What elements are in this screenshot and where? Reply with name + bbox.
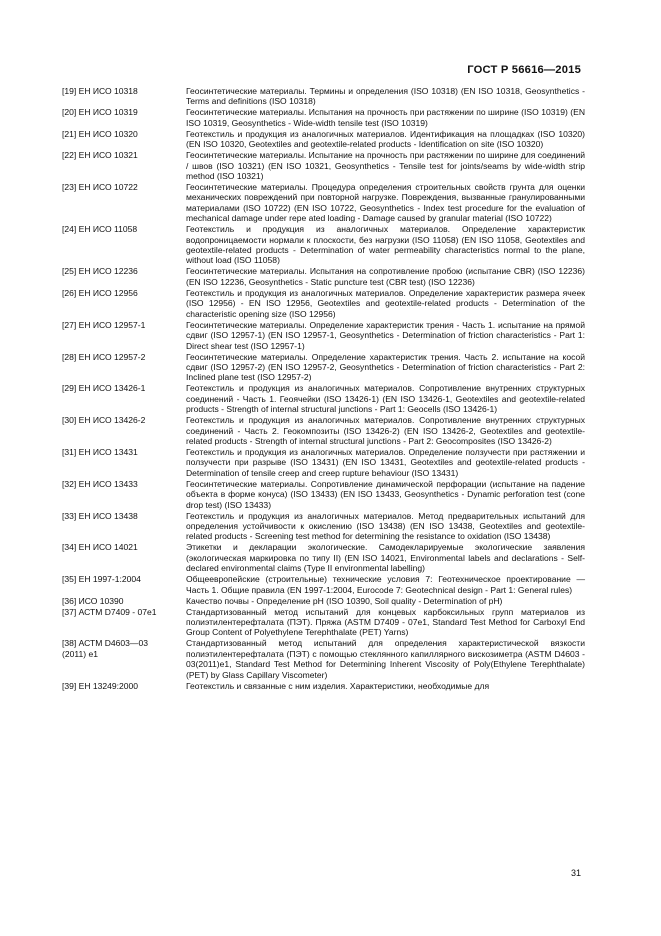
reference-id: [28] ЕН ИСО 12957-2 xyxy=(62,351,146,362)
reference-id: [35] EH 1997-1:2004 xyxy=(62,574,141,585)
document-header: ГОСТ Р 56616—2015 xyxy=(467,64,581,76)
reference-id: [20] ЕН ИСО 10319 xyxy=(62,107,138,118)
reference-description: Геотекстиль и продукция из аналогичных материалов. Сопротивление внутренних структурных соединений - Часть 1. Геоячейки (ISO 13426-1) (EN ISO 13426-1, Geotextiles and geotextile-related products - Strength of internal structural junctions - Part 1: Geocells (ISO 13426-1) xyxy=(186,383,585,415)
reference-entry xyxy=(62,574,585,595)
reference-id: [38] АСТМ D4603—03 (2011) e1 xyxy=(62,638,148,659)
reference-entry xyxy=(62,266,585,287)
reference-description: Геосинтетические материалы. Определение характеристик трения - Часть 1. испытание на прямой сдвиг (ISO 12957-1) (EN ISO 12957-1, Geosynthetics - Determination of friction characteristics - Part 1: Direct shear test (ISO 12957-1) xyxy=(186,319,585,351)
reference-description: Геотекстиль и продукция из аналогичных материалов. Определение характеристик размера ячеек (ISO 12956) - EN ISO 12956, Geotextiles and geotextile-related products - Determination of the characteristic opening size (ISO 12956) xyxy=(186,287,585,319)
reference-id: [19] ЕН ИСО 10318 xyxy=(62,86,138,96)
reference-entry xyxy=(62,107,585,128)
reference-entry xyxy=(62,352,585,383)
reference-id: [27] ЕН ИСО 12957-1 xyxy=(62,319,146,330)
reference-entry xyxy=(62,596,585,606)
reference-id: [37] АСТМ D7409 - 07e1 xyxy=(62,606,157,617)
reference-description: Общеевропейские (строительные) технические условия 7: Геотехническое проектирование — Часть 1. Общие правила (EN 1997-1:2004, Eurocode 7: Geotechnical design - Part 1: General rules) xyxy=(186,574,585,595)
reference-description: Геосинтетические материалы. Определение характеристик трения. Часть 2. испытание на косой сдвиг (ISO 12957-2) (EN ISO 12957-2, Geosynthetics - Determination of friction characteristics - Part 2: Inclined plane test (ISO 12957-2) xyxy=(186,351,585,383)
reference-entry xyxy=(62,383,585,414)
reference-description: Стандартизованный метод испытаний для определения характеристической вязкости полиэтилентерефталата (ПЭТ) с помощью стеклянного капиллярного вискозиметра (ASTM D4603 - 03(2011)e1, Standard Test Method for Determining Inherent Viscosity of Poly(Ethylene Terephthalate) (PET) by Glass Capillary Viscometer) xyxy=(186,638,585,680)
reference-description: Геосинтетические материалы. Сопротивление динамической перфорации (испытание на падение объекта в форме конуса) (ISO 13433) (EN ISO 13433, Geosynthetics - Dynamic perforation test (cone drop test) (ISO 13433) xyxy=(186,478,585,510)
page-number: 31 xyxy=(570,868,581,878)
reference-entry xyxy=(62,320,585,351)
reference-entry xyxy=(62,415,585,446)
reference-entry xyxy=(62,288,585,319)
reference-id: [22] ЕН ИСО 10321 xyxy=(62,150,138,161)
reference-description: Геотекстиль и продукция из аналогичных материалов. Метод предварительных испытаний для определения устойчивости к окислению (ISO 13438) (EN ISO 13438, Geotextiles and geotextile-related products - Screening test method for determining the resistance to oxidation (ISO 13438) xyxy=(186,510,585,542)
reference-entry xyxy=(62,224,585,266)
reference-description: Геотекстиль и связанные с ним изделия. Характеристики, необходимые для xyxy=(186,680,490,691)
reference-id: [25] ЕН ИСО 12236 xyxy=(62,266,138,277)
reference-entry xyxy=(62,638,585,680)
reference-id: [23] ЕН ИСО 10722 xyxy=(62,182,138,193)
reference-description: Геотекстиль и продукция из аналогичных материалов. Определение характеристик водопроницаемости нормали к плоскости, без нагрузки (ISO 11058) (EN ISO 11058, Geotextiles and geotextile-related products - Determination of water permeability characteristics normal to the plane, without load (ISO 11058) xyxy=(186,224,585,266)
reference-description: Геотекстиль и продукция из аналогичных материалов. Идентификация на площадках (ISO 10320) (EN ISO 10320, Geotextiles and geotextile-related products - Identification on site (ISO 10320) xyxy=(186,128,585,150)
reference-id: [24] ЕН ИСО 11058 xyxy=(62,224,138,235)
reference-id: [34] ЕН ИСО 14021 xyxy=(62,542,138,553)
reference-id: [36] ИСО 10390 xyxy=(62,595,124,606)
reference-entry xyxy=(62,542,585,573)
reference-id: [31] ЕН ИСО 13431 xyxy=(62,446,138,457)
reference-description: Геосинтетические материалы. Испытания на прочность при растяжении по ширине (ISO 10319) (EN ISO 10319, Geosynthetics - Wide-width tensile test (ISO 10319) xyxy=(186,107,585,128)
reference-entry xyxy=(62,511,585,542)
reference-description: Геотекстиль и продукция из аналогичных материалов. Сопротивление внутренних структурных соединений - Часть 2. Геокомпозиты (ISO 13426-2) (EN ISO 13426-2, Geotextiles and geotextile-related products - Strength of internal structural junctions - Part 2: Geocomposites (ISO 13426-2) xyxy=(186,415,585,446)
reference-id: [32] ЕН ИСО 13433 xyxy=(62,478,138,489)
reference-description: Этикетки и декларации экологические. Самодекларируемые экологические заявления (экологическая маркировка по типу II) (EN ISO 14021, Environmental labels and declarations - Self-declared environmental claims (Type II environmental labelling) xyxy=(186,542,585,574)
reference-entry xyxy=(62,150,585,181)
reference-entry xyxy=(62,479,585,510)
reference-entry xyxy=(62,681,585,691)
reference-id: [26] ЕН ИСО 12956 xyxy=(62,287,138,298)
reference-entry xyxy=(62,86,585,107)
reference-description: Геосинтетические материалы. Процедура определения строительных свойств грунта для оценки механических повреждений при повторной нагрузке. Повреждения, вызванные гранулированными материалами (ISO 10722) (EN ISO 10722, Geosynthetics - Index test procedure for the evaluation of mechanical damage under repe ated loading - Damage caused by granular material (ISO 10722) xyxy=(186,182,585,224)
reference-id: [30] ЕН ИСО 13426-2 xyxy=(62,415,146,426)
reference-entry xyxy=(62,607,585,638)
reference-entry xyxy=(62,129,585,150)
reference-id: [29] ЕН ИСО 13426-1 xyxy=(62,383,146,394)
reference-description: Стандартизованный метод испытаний для концевых карбоксильных групп материалов из полиэтилентерефталата (ПЭТ). Пряжа (ASTM D7409 - 07e1, Standard Test Method for Carboxyl End Group Content of Polyethylene Terephthalate (PET) Yarns) xyxy=(186,606,585,638)
reference-description: Геосинтетические материалы. Термины и определения (ISO 10318) (EN ISO 10318, Geosynthetics - Terms and definitions (ISO 10318) xyxy=(186,86,585,107)
reference-description: Качество почвы - Определение pH (ISO 10390, Soil quality - Determination of pH) xyxy=(186,595,503,606)
reference-id: [21] ЕН ИСО 10320 xyxy=(62,128,138,139)
reference-id: [39] EH 13249:2000 xyxy=(62,680,139,691)
reference-entry xyxy=(62,447,585,478)
reference-id: [33] ЕН ИСО 13438 xyxy=(62,510,138,521)
reference-entry xyxy=(62,182,585,224)
reference-description: Геосинтетические материалы. Испытания на сопротивление пробою (испытание CBR) (ISO 12236) (EN ISO 12236, Geosynthetics - Static puncture test (CBR test) (ISO 12236) xyxy=(186,266,585,287)
reference-description: Геосинтетические материалы. Испытание на прочность при растяжении по ширине для соединений / швов (ISO 10321) (EN ISO 10321, Geosynthetics - Tensile test for joints/seams by wide-width strip method (ISO 10321) xyxy=(186,150,585,182)
reference-list xyxy=(62,86,585,692)
reference-description: Геотекстиль и продукция из аналогичных материалов. Определение ползучести при растяжении и ползучести при разрыве (ISO 13431) (EN ISO 13431, Geotextiles and geotextile-related products - Determination of tensile creep and creep rupture behaviour (ISO 13431) xyxy=(186,446,585,478)
